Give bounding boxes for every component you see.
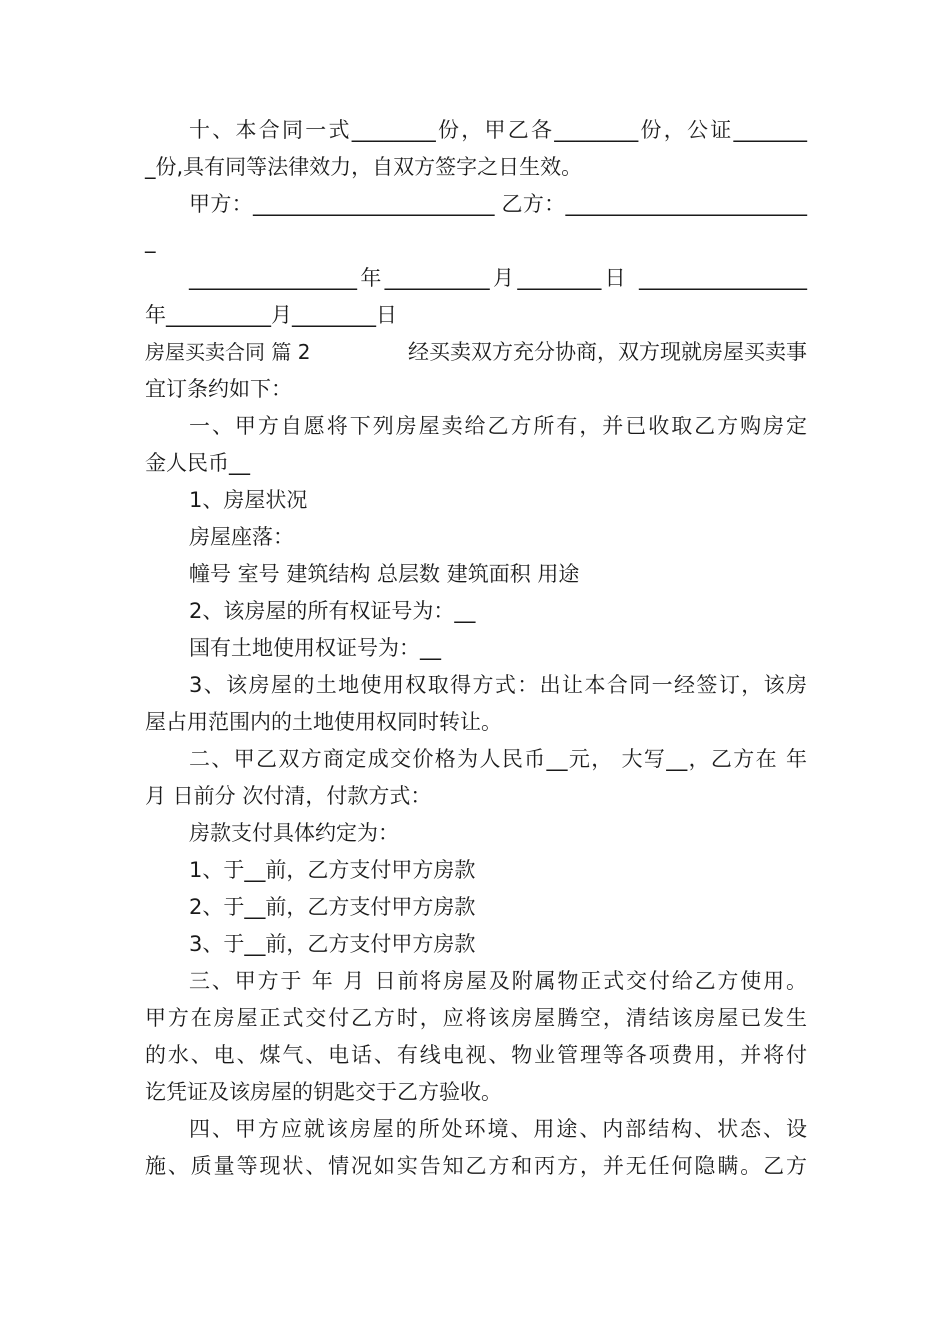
text-line: 国有土地使用权证号为：__: [189, 636, 441, 660]
contract-body: [145, 371, 807, 1185]
contract-page: [145, 112, 807, 1185]
contract-title: 房屋买卖合同 篇 2: [145, 340, 311, 364]
text-line: 2、该房屋的所有权证号为：__: [189, 599, 476, 623]
text-line: 一、甲方自愿将下列房屋卖给乙方所有，并已收取乙方购房定: [189, 414, 807, 438]
text-line: 幢号 室号 建筑结构 总层数 建筑面积 用途: [189, 562, 580, 586]
text-line: 1、于__前，乙方支付甲方房款: [189, 858, 476, 882]
text-line: 三、甲方于 年 月 日前将房屋及附属物正式交付给乙方使用。: [189, 969, 807, 993]
text-line: 甲方在房屋正式交付乙方时，应将该房屋腾空，清结该房屋已发生: [145, 1006, 807, 1030]
text-line: 2、于__前，乙方支付甲方房款: [189, 895, 476, 919]
text-line: 宜订条约如下：: [145, 377, 292, 401]
text-line: 四、甲方应就该房屋的所处环境、用途、内部结构、状态、设: [189, 1117, 807, 1141]
text-line: 的水、电、煤气、电话、有线电视、物业管理等各项费用，并将付: [145, 1043, 807, 1067]
text-line: 施、质量等现状、情况如实告知乙方和丙方，并无任何隐瞒。乙方: [145, 1154, 807, 1178]
text-line: 房屋座落：: [189, 525, 294, 549]
text-line: 讫凭证及该房屋的钥匙交于乙方验收。: [145, 1080, 502, 1104]
text-line: 年__________月________日: [145, 303, 397, 327]
text-line: 1、房屋状况: [189, 488, 308, 512]
signature-block: [145, 112, 807, 334]
text-line: 月 日前分 次付清，付款方式：: [145, 784, 432, 808]
text-line: 房款支付具体约定为：: [189, 821, 399, 845]
text-line: 二、甲乙双方商定成交价格为人民币__元， 大写__，乙方在 年: [189, 747, 807, 771]
text-line: _份,具有同等法律效力，自双方签字之日生效。: [145, 155, 583, 179]
text-line: 3、该房屋的土地使用权取得方式：出让本合同一经签订，该房: [189, 673, 807, 697]
contract-intro-text: 经买卖双方充分协商，双方现就房屋买卖事: [408, 340, 807, 364]
text-line: ________________年__________月________日 ________________: [189, 266, 807, 290]
text-line: 3、于__前，乙方支付甲方房款: [189, 932, 476, 956]
text-line: 甲方：_______________________ 乙方：_______________________: [189, 192, 807, 216]
text-line: 金人民币__: [145, 451, 250, 475]
section-title-line: [145, 334, 807, 371]
text-line: _: [145, 229, 156, 253]
text-line: 屋占用范围内的土地使用权同时转让。: [145, 710, 502, 734]
text-line: 十、本合同一式________份，甲乙各________份，公证_______: [189, 118, 807, 142]
